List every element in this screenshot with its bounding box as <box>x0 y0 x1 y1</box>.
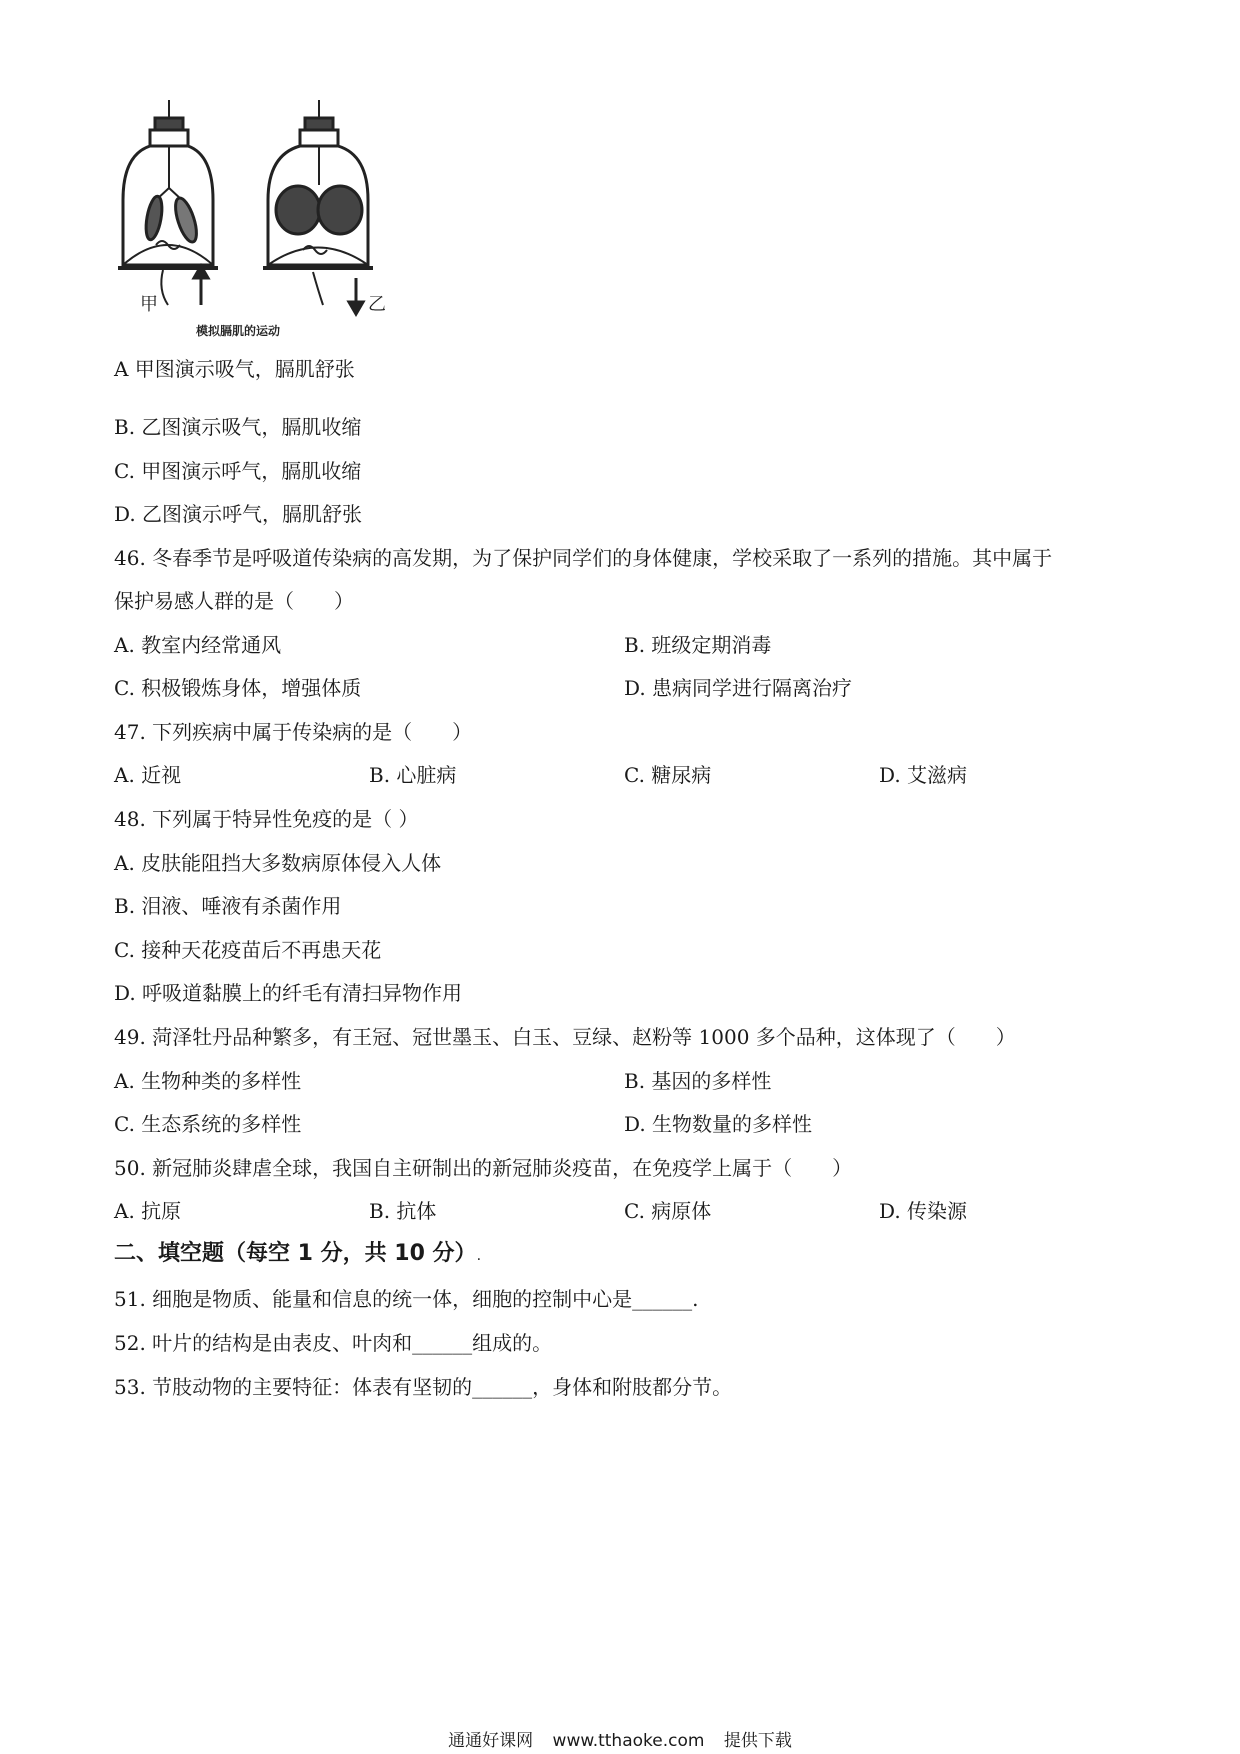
arrow-down-icon <box>349 278 363 314</box>
q49-stem: 49. 菏泽牡丹品种繁多，有王冠、冠世墨玉、白玉、豆绿、赵粉等 1000 多个品种，这体现了（ ） <box>114 1025 1016 1049</box>
q53-text: 53. 节肢动物的主要特征：体表有坚韧的______，身体和附肢都分节。 <box>114 1375 733 1399</box>
q52-text: 52. 叶片的结构是由表皮、叶肉和______组成的。 <box>114 1331 553 1355</box>
q46-option-a: A. 教室内经常通风 <box>114 633 282 657</box>
q50-option-b: B. 抗体 <box>369 1199 437 1223</box>
q45-option-c: C. 甲图演示呼气，膈肌收缩 <box>114 459 362 483</box>
section-title <box>114 1241 481 1269</box>
q51-text: 51. 细胞是物质、能量和信息的统一体，细胞的控制中心是______. <box>114 1287 699 1311</box>
q49-option-c: C. 生态系统的多样性 <box>114 1112 302 1136</box>
q49-option-d: D. 生物数量的多样性 <box>624 1112 813 1136</box>
figure-caption: 模拟膈肌的运动 <box>196 324 281 338</box>
q49-option-b: B. 基因的多样性 <box>624 1069 772 1093</box>
q48-option-c: C. 接种天花疫苗后不再患天花 <box>114 938 382 962</box>
q46-option-b: B. 班级定期消毒 <box>624 633 772 657</box>
q50-option-d: D. 传染源 <box>879 1199 968 1223</box>
q46-option-c: C. 积极锻炼身体，增强体质 <box>114 676 362 700</box>
section-title-text: 二、填空题（每空 1 分，共 10 分） <box>114 1241 477 1266</box>
q47-stem: 47. 下列疾病中属于传染病的是（ ） <box>114 720 473 744</box>
q50-stem: 50. 新冠肺炎肆虐全球，我国自主研制出的新冠肺炎疫苗，在免疫学上属于（ ） <box>114 1156 853 1180</box>
q47-option-d: D. 艾滋病 <box>879 763 968 787</box>
section-title-trailing: . <box>476 1248 482 1264</box>
arrow-up-icon <box>194 266 208 305</box>
q48-option-b: B. 泪液、唾液有杀菌作用 <box>114 894 342 918</box>
q47-option-a: A. 近视 <box>114 763 182 787</box>
footer-suffix: 提供下载 <box>723 1731 792 1751</box>
q45-option-d: D. 乙图演示呼气，膈肌舒张 <box>114 502 363 526</box>
q46-stem-line1: 46. 冬春季节是呼吸道传染病的高发期，为了保护同学们的身体健康，学校采取了一系列的措施。其中属于 <box>114 546 1053 570</box>
page-footer <box>0 1726 1240 1751</box>
q50-option-c: C. 病原体 <box>624 1199 712 1223</box>
figure-label-left: 甲 <box>140 294 158 315</box>
q45-option-a: A 甲图演示吸气，膈肌舒张 <box>114 357 355 381</box>
q48-stem: 48. 下列属于特异性免疫的是（ ） <box>114 807 419 831</box>
footer-site-name: 通通好课网 <box>448 1731 534 1751</box>
q46-stem-line2: 保护易感人群的是（ ） <box>114 589 354 613</box>
diaphragm-model-figure <box>118 100 458 380</box>
footer-url[interactable]: www.tthaoke.com <box>552 1731 705 1751</box>
figure-label-right: 乙 <box>368 294 386 315</box>
q47-option-c: C. 糖尿病 <box>624 763 712 787</box>
q48-option-d: D. 呼吸道黏膜上的纤毛有清扫异物作用 <box>114 981 463 1005</box>
q48-option-a: A. 皮肤能阻挡大多数病原体侵入人体 <box>114 851 442 875</box>
jar-right <box>263 100 373 305</box>
q46-option-d: D. 患病同学进行隔离治疗 <box>624 676 853 700</box>
q49-option-a: A. 生物种类的多样性 <box>114 1069 302 1093</box>
q50-option-a: A. 抗原 <box>114 1199 182 1223</box>
q45-option-b: B. 乙图演示吸气，膈肌收缩 <box>114 415 362 439</box>
q47-option-b: B. 心脏病 <box>369 763 457 787</box>
